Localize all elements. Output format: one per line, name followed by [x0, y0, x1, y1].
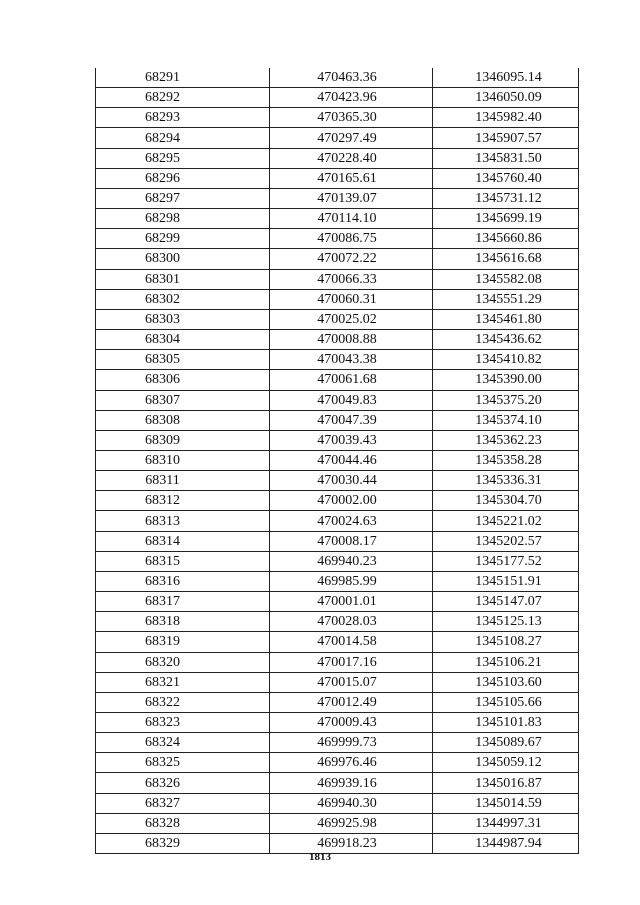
- table-row: [96, 450, 579, 470]
- table-row: [96, 551, 579, 571]
- x-coordinate-cell: 469925.98: [270, 813, 433, 833]
- y-coordinate-cell: 1345831.50: [433, 148, 579, 168]
- x-coordinate-cell: 470009.43: [270, 713, 433, 733]
- table-row: [96, 571, 579, 591]
- x-coordinate-cell: 469940.30: [270, 793, 433, 813]
- table-row: [96, 773, 579, 793]
- y-coordinate-cell: 1345362.23: [433, 430, 579, 450]
- coordinate-table: [95, 68, 579, 854]
- y-coordinate-cell: 1345105.66: [433, 692, 579, 712]
- x-coordinate-cell: 469985.99: [270, 571, 433, 591]
- x-coordinate-cell: 470061.68: [270, 370, 433, 390]
- y-coordinate-cell: 1345358.28: [433, 450, 579, 470]
- y-coordinate-cell: 1345177.52: [433, 551, 579, 571]
- point-id-cell: 68311: [96, 471, 270, 491]
- x-coordinate-cell: 470165.61: [270, 168, 433, 188]
- x-coordinate-cell: 470015.07: [270, 672, 433, 692]
- table-row: [96, 229, 579, 249]
- coordinate-table-container: [95, 68, 578, 854]
- point-id-cell: 68305: [96, 350, 270, 370]
- x-coordinate-cell: 469999.73: [270, 733, 433, 753]
- table-row: [96, 148, 579, 168]
- x-coordinate-cell: 469939.16: [270, 773, 433, 793]
- point-id-cell: 68300: [96, 249, 270, 269]
- point-id-cell: 68320: [96, 652, 270, 672]
- point-id-cell: 68301: [96, 269, 270, 289]
- y-coordinate-cell: 1345374.10: [433, 410, 579, 430]
- table-row: [96, 531, 579, 551]
- y-coordinate-cell: 1345582.08: [433, 269, 579, 289]
- x-coordinate-cell: 470044.46: [270, 450, 433, 470]
- point-id-cell: 68309: [96, 430, 270, 450]
- y-coordinate-cell: 1345551.29: [433, 289, 579, 309]
- x-coordinate-cell: 470014.58: [270, 632, 433, 652]
- x-coordinate-cell: 470017.16: [270, 652, 433, 672]
- x-coordinate-cell: 470024.63: [270, 511, 433, 531]
- x-coordinate-cell: 470114.10: [270, 209, 433, 229]
- point-id-cell: 68299: [96, 229, 270, 249]
- x-coordinate-cell: 470043.38: [270, 350, 433, 370]
- y-coordinate-cell: 1345101.83: [433, 713, 579, 733]
- y-coordinate-cell: 1345103.60: [433, 672, 579, 692]
- table-row: [96, 410, 579, 430]
- table-row: [96, 813, 579, 833]
- table-row: [96, 592, 579, 612]
- table-row: [96, 632, 579, 652]
- point-id-cell: 68328: [96, 813, 270, 833]
- y-coordinate-cell: 1345375.20: [433, 390, 579, 410]
- point-id-cell: 68308: [96, 410, 270, 430]
- x-coordinate-cell: 470072.22: [270, 249, 433, 269]
- coordinate-table-body: [96, 68, 579, 854]
- x-coordinate-cell: 469940.23: [270, 551, 433, 571]
- point-id-cell: 68325: [96, 753, 270, 773]
- x-coordinate-cell: 470066.33: [270, 269, 433, 289]
- point-id-cell: 68296: [96, 168, 270, 188]
- x-coordinate-cell: 470463.36: [270, 68, 433, 88]
- table-row: [96, 330, 579, 350]
- table-row: [96, 652, 579, 672]
- y-coordinate-cell: 1345907.57: [433, 128, 579, 148]
- x-coordinate-cell: 470008.88: [270, 330, 433, 350]
- table-row: [96, 249, 579, 269]
- y-coordinate-cell: 1346095.14: [433, 68, 579, 88]
- point-id-cell: 68315: [96, 551, 270, 571]
- x-coordinate-cell: 470365.30: [270, 108, 433, 128]
- table-row: [96, 269, 579, 289]
- table-row: [96, 168, 579, 188]
- point-id-cell: 68324: [96, 733, 270, 753]
- point-id-cell: 68316: [96, 571, 270, 591]
- y-coordinate-cell: 1345221.02: [433, 511, 579, 531]
- table-row: [96, 471, 579, 491]
- point-id-cell: 68313: [96, 511, 270, 531]
- table-row: [96, 733, 579, 753]
- x-coordinate-cell: 470228.40: [270, 148, 433, 168]
- y-coordinate-cell: 1345089.67: [433, 733, 579, 753]
- table-row: [96, 692, 579, 712]
- y-coordinate-cell: 1345616.68: [433, 249, 579, 269]
- point-id-cell: 68322: [96, 692, 270, 712]
- y-coordinate-cell: 1345410.82: [433, 350, 579, 370]
- point-id-cell: 68326: [96, 773, 270, 793]
- table-row: [96, 511, 579, 531]
- point-id-cell: 68310: [96, 450, 270, 470]
- y-coordinate-cell: 1345106.21: [433, 652, 579, 672]
- y-coordinate-cell: 1345108.27: [433, 632, 579, 652]
- y-coordinate-cell: 1345731.12: [433, 188, 579, 208]
- table-row: [96, 350, 579, 370]
- x-coordinate-cell: 470025.02: [270, 309, 433, 329]
- table-row: [96, 108, 579, 128]
- y-coordinate-cell: 1345461.80: [433, 309, 579, 329]
- y-coordinate-cell: 1345151.91: [433, 571, 579, 591]
- y-coordinate-cell: 1345014.59: [433, 793, 579, 813]
- y-coordinate-cell: 1346050.09: [433, 88, 579, 108]
- point-id-cell: 68329: [96, 833, 270, 853]
- point-id-cell: 68297: [96, 188, 270, 208]
- y-coordinate-cell: 1345016.87: [433, 773, 579, 793]
- x-coordinate-cell: 470012.49: [270, 692, 433, 712]
- x-coordinate-cell: 470297.49: [270, 128, 433, 148]
- y-coordinate-cell: 1345760.40: [433, 168, 579, 188]
- x-coordinate-cell: 470139.07: [270, 188, 433, 208]
- table-row: [96, 430, 579, 450]
- point-id-cell: 68317: [96, 592, 270, 612]
- x-coordinate-cell: 470030.44: [270, 471, 433, 491]
- x-coordinate-cell: 470002.00: [270, 491, 433, 511]
- y-coordinate-cell: 1345304.70: [433, 491, 579, 511]
- y-coordinate-cell: 1345390.00: [433, 370, 579, 390]
- point-id-cell: 68291: [96, 68, 270, 88]
- table-row: [96, 289, 579, 309]
- x-coordinate-cell: 469976.46: [270, 753, 433, 773]
- table-row: [96, 672, 579, 692]
- y-coordinate-cell: 1345059.12: [433, 753, 579, 773]
- table-row: [96, 713, 579, 733]
- y-coordinate-cell: 1345982.40: [433, 108, 579, 128]
- table-row: [96, 793, 579, 813]
- table-row: [96, 88, 579, 108]
- point-id-cell: 68298: [96, 209, 270, 229]
- table-row: [96, 491, 579, 511]
- x-coordinate-cell: 470039.43: [270, 430, 433, 450]
- x-coordinate-cell: 470060.31: [270, 289, 433, 309]
- table-row: [96, 370, 579, 390]
- y-coordinate-cell: 1345147.07: [433, 592, 579, 612]
- x-coordinate-cell: 470008.17: [270, 531, 433, 551]
- point-id-cell: 68327: [96, 793, 270, 813]
- x-coordinate-cell: 470049.83: [270, 390, 433, 410]
- table-row: [96, 128, 579, 148]
- point-id-cell: 68321: [96, 672, 270, 692]
- y-coordinate-cell: 1344987.94: [433, 833, 579, 853]
- point-id-cell: 68319: [96, 632, 270, 652]
- page-number: 1813: [309, 851, 331, 863]
- y-coordinate-cell: 1344997.31: [433, 813, 579, 833]
- table-row: [96, 209, 579, 229]
- point-id-cell: 68304: [96, 330, 270, 350]
- point-id-cell: 68295: [96, 148, 270, 168]
- y-coordinate-cell: 1345125.13: [433, 612, 579, 632]
- point-id-cell: 68306: [96, 370, 270, 390]
- point-id-cell: 68307: [96, 390, 270, 410]
- table-row: [96, 753, 579, 773]
- x-coordinate-cell: 470086.75: [270, 229, 433, 249]
- point-id-cell: 68314: [96, 531, 270, 551]
- y-coordinate-cell: 1345336.31: [433, 471, 579, 491]
- x-coordinate-cell: 470028.03: [270, 612, 433, 632]
- y-coordinate-cell: 1345202.57: [433, 531, 579, 551]
- point-id-cell: 68303: [96, 309, 270, 329]
- point-id-cell: 68323: [96, 713, 270, 733]
- y-coordinate-cell: 1345436.62: [433, 330, 579, 350]
- table-row: [96, 390, 579, 410]
- point-id-cell: 68293: [96, 108, 270, 128]
- x-coordinate-cell: 470047.39: [270, 410, 433, 430]
- y-coordinate-cell: 1345699.19: [433, 209, 579, 229]
- x-coordinate-cell: 470001.01: [270, 592, 433, 612]
- y-coordinate-cell: 1345660.86: [433, 229, 579, 249]
- point-id-cell: 68292: [96, 88, 270, 108]
- point-id-cell: 68318: [96, 612, 270, 632]
- table-row: [96, 309, 579, 329]
- table-row: [96, 188, 579, 208]
- table-row: [96, 612, 579, 632]
- table-row: [96, 68, 579, 88]
- point-id-cell: 68302: [96, 289, 270, 309]
- x-coordinate-cell: 470423.96: [270, 88, 433, 108]
- point-id-cell: 68312: [96, 491, 270, 511]
- x-coordinate-cell: 469918.23: [270, 833, 433, 853]
- point-id-cell: 68294: [96, 128, 270, 148]
